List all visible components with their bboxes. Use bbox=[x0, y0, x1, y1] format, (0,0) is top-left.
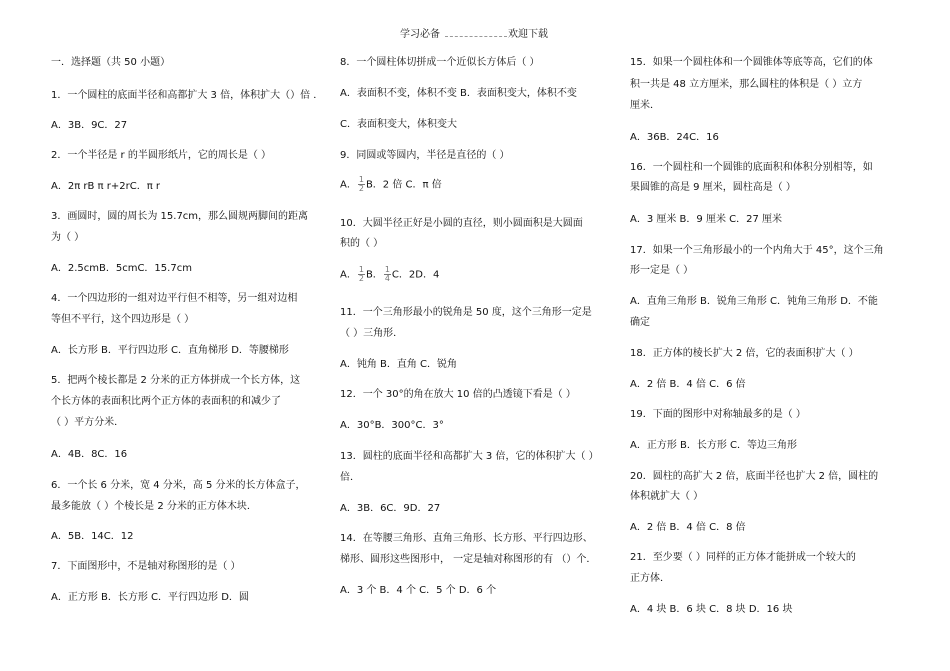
answer-5: A．4B．8C．16 bbox=[51, 449, 128, 460]
question-14-cont: 梯形、圆形这些图形中， 一定是轴对称图形的有 （）个． bbox=[340, 554, 597, 565]
answer-17: A．直角三角形 B．锐角三角形 C．钝角三角形 D．不能 bbox=[630, 296, 878, 307]
answer-4: A．长方形 B．平行四边形 C．直角梯形 D．等腰梯形 bbox=[51, 345, 289, 356]
answer-3: A．2.5cmB．5cmC．15.7cm bbox=[51, 263, 192, 274]
question-18: 18．正方体的棱长扩大 2 倍，它的表面积扩大（ ） bbox=[630, 348, 859, 359]
question-13: 13．圆柱的底面半径和高都扩大 3 倍，它的体积扩大（ ） bbox=[340, 451, 599, 462]
answer-1: A．3B．9C．27 bbox=[51, 120, 128, 131]
question-3: 3．画圆时，圆的周长为 15.7cm，那么圆规两脚间的距离 bbox=[51, 211, 309, 222]
question-17: 17．如果一个三角形最小的一个内角大于 45°，这个三角 bbox=[630, 245, 884, 256]
question-15: 15．如果一个圆柱体和一个圆锥体等底等高，它们的体 bbox=[630, 57, 873, 68]
answer-16: A．3 厘米 B．9 厘米 C．27 厘米 bbox=[630, 214, 783, 225]
page-header bbox=[400, 25, 600, 39]
question-7: 7．下面图形中，不是轴对称图形的是（ ） bbox=[51, 561, 241, 572]
question-14: 14．在等腰三角形、直角三角形、长方形、平行四边形、 bbox=[340, 533, 593, 544]
question-2: 2．一个半径是 r 的半圆形纸片，它的周长是（ ） bbox=[51, 150, 272, 161]
question-15-cont: 积一共是 48 立方厘米，那么圆柱的体积是（ ）立方 bbox=[630, 79, 863, 90]
answer-18: A．2 倍 B．4 倍 C．6 倍 bbox=[630, 379, 746, 390]
question-8: 8．一个圆柱体切拼成一个近似长方体后（ ） bbox=[340, 57, 540, 68]
question-1: 1．一个圆柱的底面半径和高都扩大 3 倍，体积扩大（）倍 ． bbox=[51, 90, 324, 101]
header-right: 欢迎下载 bbox=[508, 29, 548, 40]
answer-8a: A．表面积不变，体积不变 B．表面积变大，体积不变 bbox=[340, 88, 577, 99]
question-10: 10．大圆半径正好是小圆的直径，则小圆面积是大圆面 bbox=[340, 218, 583, 229]
answer-9-label: A． bbox=[340, 179, 357, 191]
answer-2: A．2π rB π r+2rC．π r bbox=[51, 181, 161, 192]
question-11-cont: （ ）三角形． bbox=[340, 328, 404, 339]
question-16-cont: 果圆锥的高是 9 厘米，圆柱高是（ ） bbox=[630, 182, 796, 193]
answer-9 bbox=[340, 176, 442, 193]
question-6: 6．一个长 6 分米，宽 4 分米，高 5 分米的长方体盒子， bbox=[51, 480, 306, 491]
answer-17-cont: 确定 bbox=[630, 317, 650, 328]
question-12: 12．一个 30°的角在放大 10 倍的凸透镜下看是（ ） bbox=[340, 389, 576, 400]
answer-19: A．正方形 B．长方形 C．等边三角形 bbox=[630, 440, 798, 451]
answer-10-label-a: A． bbox=[340, 269, 357, 281]
question-13-cont: 倍． bbox=[340, 472, 360, 483]
question-20-cont: 体积就扩大（ ） bbox=[630, 491, 704, 502]
question-5-cont: 个长方体的表面积比两个正方体的表面积的和减少了 bbox=[51, 396, 281, 407]
header-left: 学习必备 bbox=[400, 29, 440, 40]
answer-12: A．30°B．300°C．3° bbox=[340, 420, 444, 431]
question-5: 5．把两个棱长都是 2 分米的正方体拼成一个长方体，这 bbox=[51, 375, 301, 386]
question-6-cont: 最多能放（ ）个棱长是 2 分米的正方体木块． bbox=[51, 501, 257, 512]
question-4-cont: 等但不平行，这个四边形是（ ） bbox=[51, 314, 195, 325]
fraction-one-half: $\frac{1}{2}$ bbox=[358, 265, 364, 283]
answer-6: A．5B．14C．12 bbox=[51, 531, 134, 542]
answer-11: A．钝角 B．直角 C．锐角 bbox=[340, 359, 458, 370]
answer-21: A．4 块 B．6 块 C．8 块 D．16 块 bbox=[630, 604, 793, 615]
answer-10 bbox=[340, 266, 439, 283]
question-10-cont: 积的（ ） bbox=[340, 238, 384, 249]
answer-9-rest: B．2 倍 C．π 倍 bbox=[365, 179, 442, 191]
section-title: 一．选择题（共 50 小题） bbox=[51, 57, 171, 68]
question-17-cont: 形一定是（ ） bbox=[630, 265, 694, 276]
answer-14: A．3 个 B．4 个 C．5 个 D．6 个 bbox=[340, 585, 497, 596]
question-19: 19．下面的图形中对称轴最多的是（ ） bbox=[630, 409, 806, 420]
question-4: 4．一个四边形的一组对边平行但不相等，另一组对边相 bbox=[51, 293, 298, 304]
question-5-cont2: （ ）平方分米． bbox=[51, 417, 125, 428]
question-21-cont: 正方体． bbox=[630, 573, 670, 584]
answer-15: A．36B．24C．16 bbox=[630, 132, 719, 143]
answer-10-label-b: B． bbox=[365, 269, 383, 281]
fraction-one-half: $\frac{1}{2}$ bbox=[358, 175, 364, 193]
header-underline bbox=[445, 36, 507, 37]
question-21: 21．至少要（ ）同样的正方体才能拼成一个较大的 bbox=[630, 552, 856, 563]
answer-10-rest: C．2D．4 bbox=[391, 269, 440, 281]
question-9: 9．同圆或等圆内，半径是直径的（ ） bbox=[340, 150, 510, 161]
answer-13: A．3B．6C．9D．27 bbox=[340, 503, 441, 514]
answer-8c: C．表面积变大，体积变大 bbox=[340, 119, 457, 130]
answer-20: A．2 倍 B．4 倍 C．8 倍 bbox=[630, 522, 746, 533]
question-11: 11．一个三角形最小的锐角是 50 度，这个三角形一定是 bbox=[340, 307, 592, 318]
question-20: 20．圆柱的高扩大 2 倍，底面半径也扩大 2 倍，圆柱的 bbox=[630, 471, 879, 482]
question-15-cont2: 厘米． bbox=[630, 100, 660, 111]
fraction-one-quarter: $\frac{1}{4}$ bbox=[384, 265, 390, 283]
answer-7: A．正方形 B．长方形 C．平行四边形 D．圆 bbox=[51, 592, 249, 603]
question-3-cont: 为（ ） bbox=[51, 232, 85, 243]
question-16: 16．一个圆柱和一个圆锥的底面积和体积分别相等，如 bbox=[630, 162, 873, 173]
